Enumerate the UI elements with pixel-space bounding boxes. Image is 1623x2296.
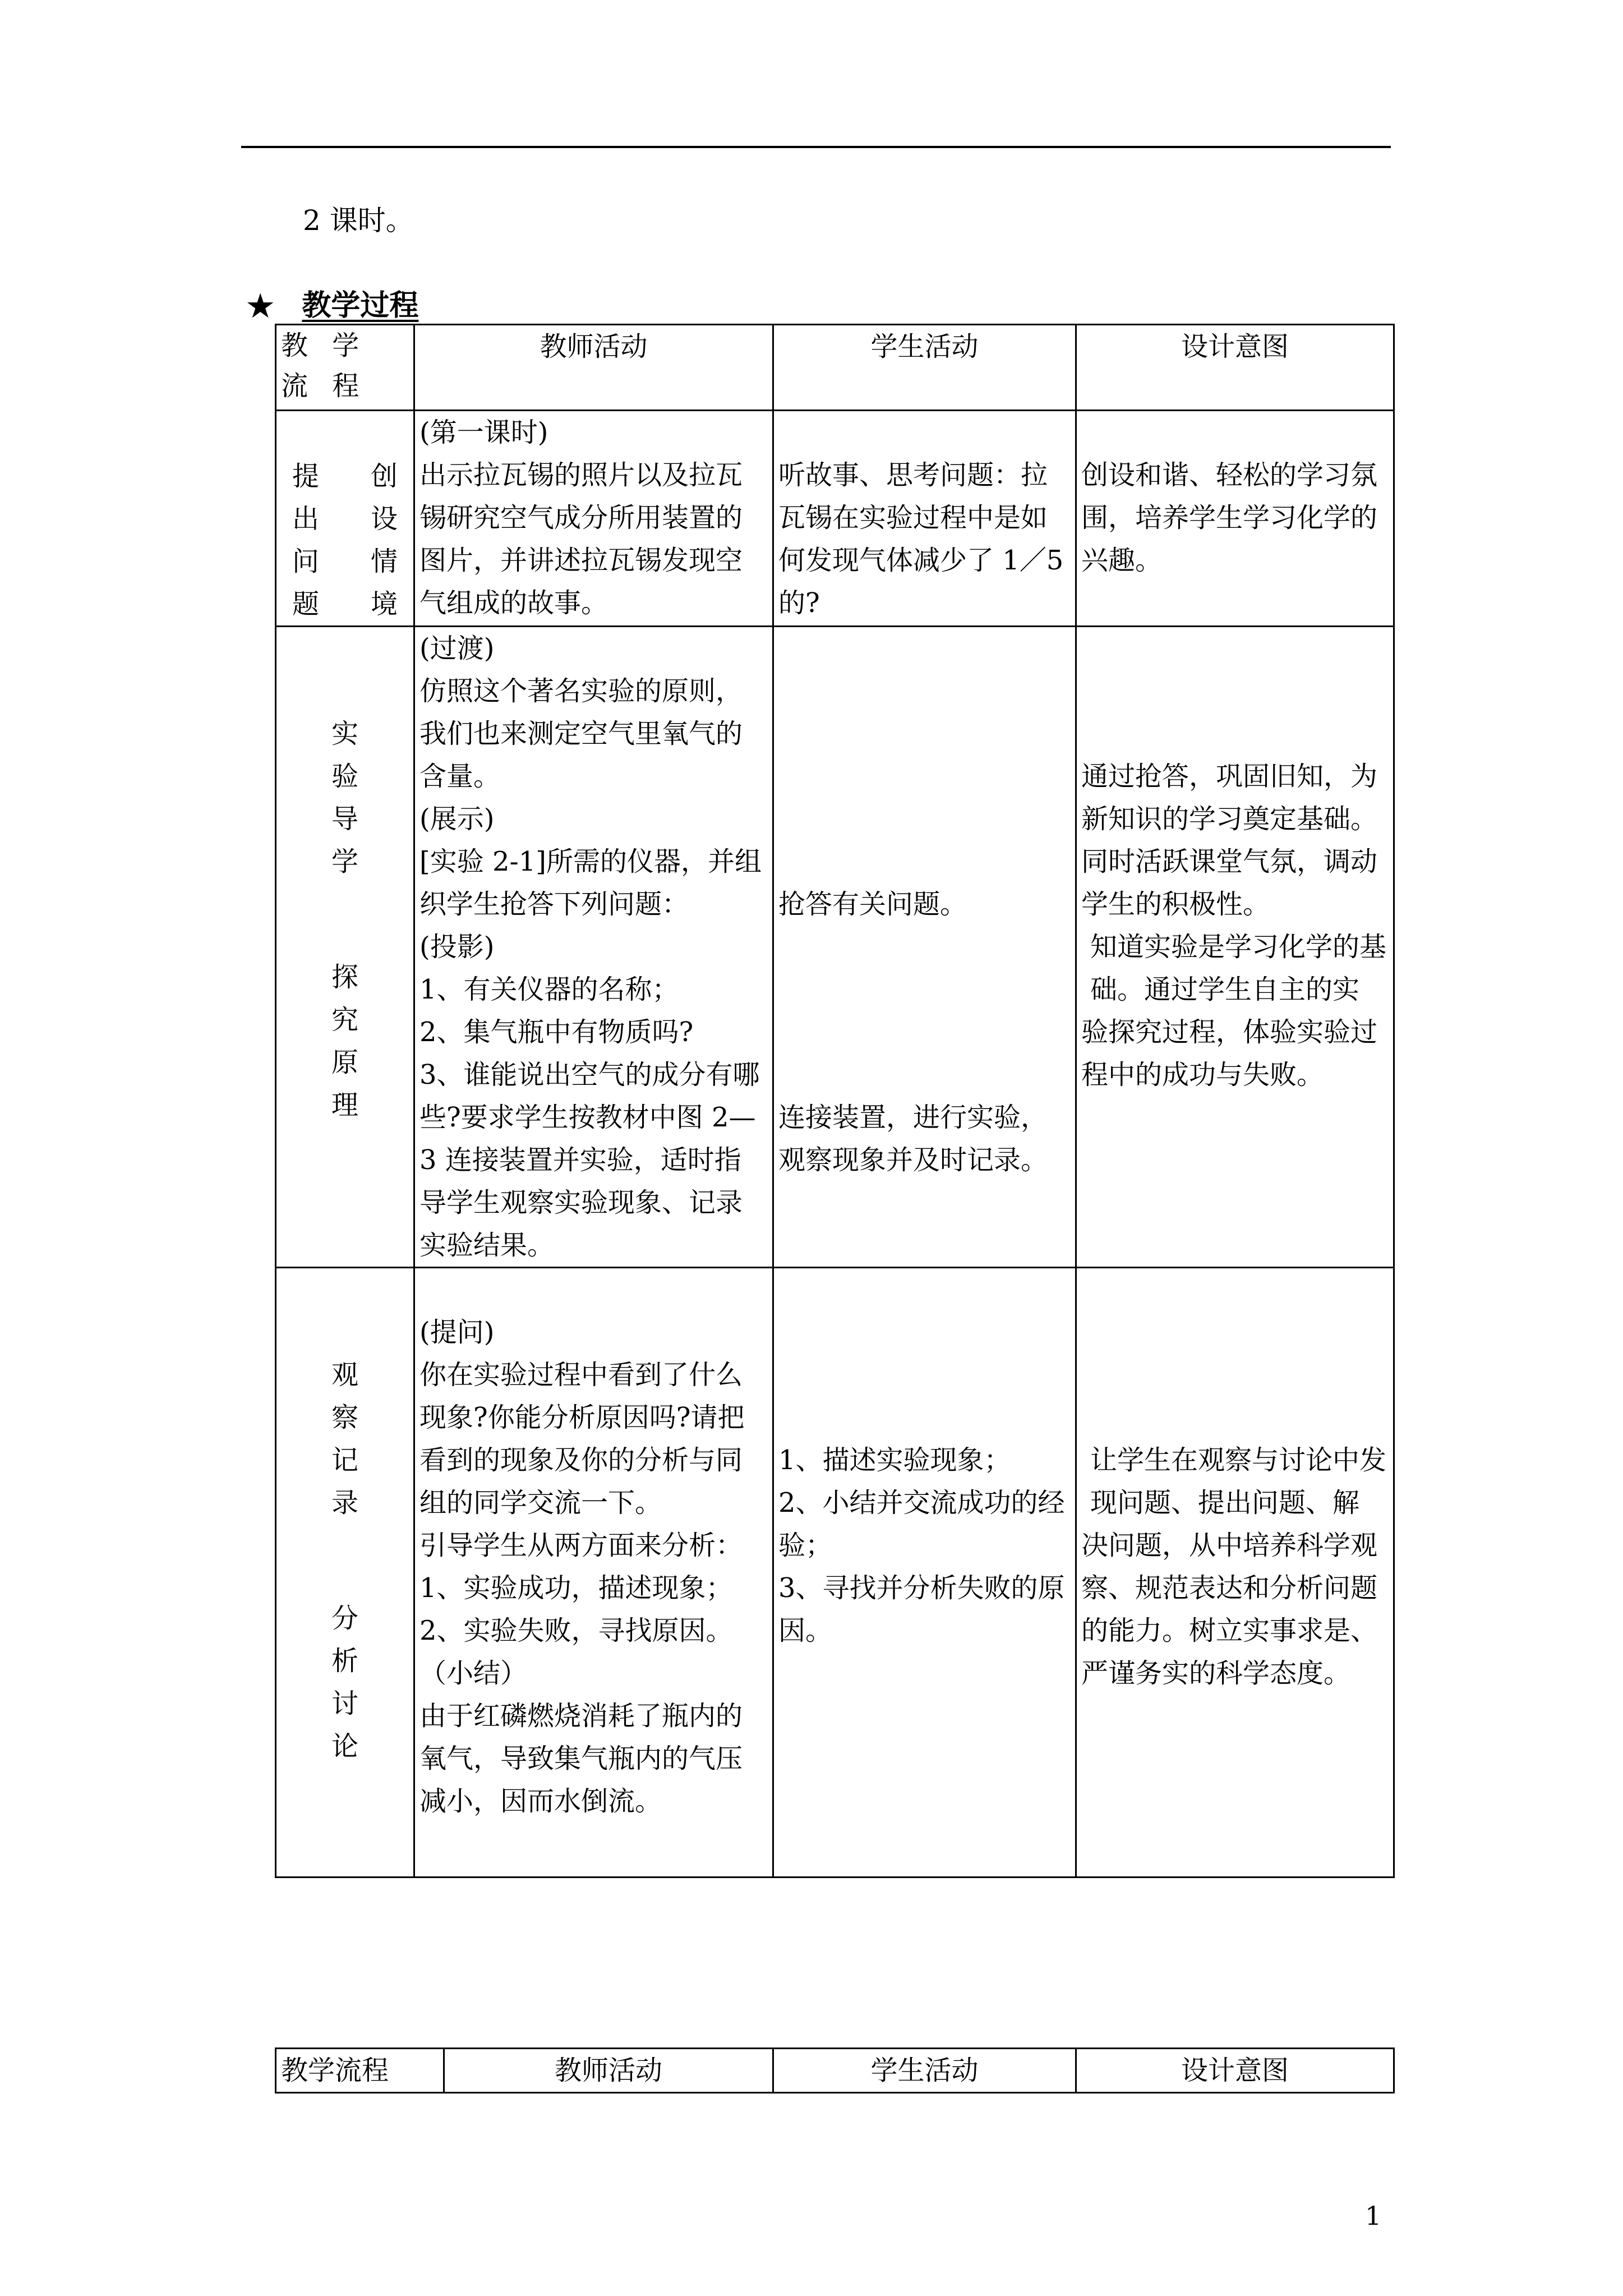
section-heading [247,286,418,325]
teacher-text: (过渡) [419,633,495,664]
stage-char: 情 [370,546,398,577]
stage-char: 境 [370,588,398,620]
stage-char: 分 [331,1603,358,1634]
student-cell [773,627,1076,1268]
table-header-row [276,325,1394,411]
teacher-text: (第一课时) [419,417,548,448]
student-text: 3、寻找并分析失败的原因。 [778,1572,1065,1646]
header-cell [276,325,414,411]
table-row [276,627,1394,1268]
table-row [276,1268,1394,1878]
stage-char: 察 [331,1402,358,1433]
intent-cell [1076,1268,1394,1878]
star-icon: ★ [247,288,274,324]
stage-cell [276,627,414,1268]
stage-char: 学 [331,846,358,877]
teacher-text: 引导学生从两方面来分析： [419,1530,743,1561]
teacher-text: [实验 2-1]所需的仪器，并组织学生抢答下列问题： [419,846,762,920]
student-text: 抢答有关问题。 [778,889,967,920]
teacher-text: 1、有关仪器的名称； [419,974,679,1005]
intent-text: 让学生在观察与讨论中发现问题、提出问题、解 [1090,1444,1387,1519]
teacher-text: (投影) [419,931,495,963]
stage-top-column [281,712,409,883]
teacher-cell [414,411,773,627]
header-teacher: 教师活动 [540,331,648,362]
stage-char: 导 [331,803,358,835]
stage-char: 问 [292,546,320,577]
header-student: 学生活动 [870,331,979,362]
table-row [276,411,1394,627]
teacher-text: （小结） [419,1658,528,1689]
stage-char: 析 [331,1645,358,1677]
intent-text: 创设和谐、轻松的学习氛围，培养学生学习化学的兴趣。 [1081,459,1378,576]
stage-bottom-column [281,956,409,1126]
teacher-text: 2、集气瓶中有物质吗? [419,1016,694,1048]
teacher-text: 2、实验失败，寻找原因。 [419,1615,733,1646]
intent-text: 通过抢答，巩固旧知，为新知识的学习奠定基础。同时活跃课堂气氛，调动学生的积极性。 [1081,761,1378,920]
stage-char: 验 [331,761,358,792]
student-text: 连接装置，进行实验，观察现象并及时记录。 [778,1102,1048,1176]
stage-char: 论 [331,1731,358,1762]
student-text: 2、小结并交流成功的经验； [778,1487,1065,1561]
stage-top-column [281,1354,409,1524]
stage-char: 设 [370,503,398,535]
student-cell [773,411,1076,627]
stage-char: 提 [292,461,320,492]
header-stage: 教 学 流 程 [281,330,367,402]
stage-cell [276,1268,414,1878]
stage-char: 记 [331,1444,358,1476]
stage-char: 观 [331,1359,358,1391]
stage-char: 出 [292,503,320,535]
header-cell: 设计意图 [1076,2049,1394,2093]
teacher-text: 仿照这个著名实验的原则，我们也来测定空气里氧气的含量。 [419,675,743,792]
section-title: 教学过程 [302,288,419,323]
intro-line: 2 课时。 [303,204,414,237]
stage-char: 究 [331,1004,358,1036]
stage-cell [276,411,414,627]
stage-right-column [371,455,398,625]
student-cell [773,1268,1076,1878]
stage-char: 讨 [331,1688,358,1719]
stage-char: 题 [292,588,320,620]
stage-left-column [292,455,319,625]
student-text: 听故事、思考问题：拉瓦锡在实验过程中是如何发现气体减少了 1／5 的? [778,459,1064,619]
table-header-row [276,2049,1394,2093]
header-intent: 设计意图 [1181,331,1289,362]
header-cell [773,325,1076,411]
intent-text: 决问题，从中培养科学观察、规范表达和分析问题的能力。树立实事求是、严谨务实的科学态度。 [1081,1530,1378,1689]
stage-char: 理 [331,1089,358,1121]
teacher-cell [414,627,773,1268]
header-rule [241,146,1391,148]
stage-char: 实 [331,718,358,749]
teacher-cell [414,1268,773,1878]
stage-char: 探 [331,961,358,993]
page-number: 1 [1365,2201,1382,2231]
teacher-text: 出示拉瓦锡的照片以及拉瓦锡研究空气成分所用装置的图片，并讲述拉瓦锡发现空气组成的故事。 [419,459,743,619]
teacher-text: (展示) [419,803,495,835]
header-cell: 学生活动 [773,2049,1076,2093]
teacher-text: 3、谁能说出空气的成分有哪些?要求学生按教材中图 2—3 连接装置并实验，适时指导学生观察实验现象、记录实验结果。 [419,1059,760,1261]
teacher-text: 你在实验过程中看到了什么现象?你能分析原因吗?请把看到的现象及你的分析与同组的同学交流一下。 [419,1359,745,1519]
teacher-text: 1、实验成功，描述现象； [419,1572,733,1604]
header-cell [414,325,773,411]
intent-text: 验探究过程，体验实验过程中的成功与失败。 [1081,1016,1378,1091]
teaching-process-table [275,324,1395,1878]
stage-bottom-column [281,1597,409,1768]
header-cell: 教学流程 [276,2049,444,2093]
stage-char: 录 [331,1487,358,1519]
header-cell [1076,325,1394,411]
intent-text: 知道实验是学习化学的基础。通过学生自主的实 [1090,931,1387,1005]
stage-char: 创 [370,461,398,492]
teacher-text: 由于红磷燃烧消耗了瓶内的氧气，导致集气瓶内的气压减小，因而水倒流。 [419,1700,743,1817]
stage-char: 原 [331,1047,358,1078]
teaching-process-table-continued [275,2047,1395,2093]
intent-cell [1076,627,1394,1268]
student-text: 1、描述实验现象； [778,1444,1011,1476]
teacher-text: (提问) [419,1317,495,1348]
intent-cell [1076,411,1394,627]
header-cell: 教师活动 [444,2049,773,2093]
